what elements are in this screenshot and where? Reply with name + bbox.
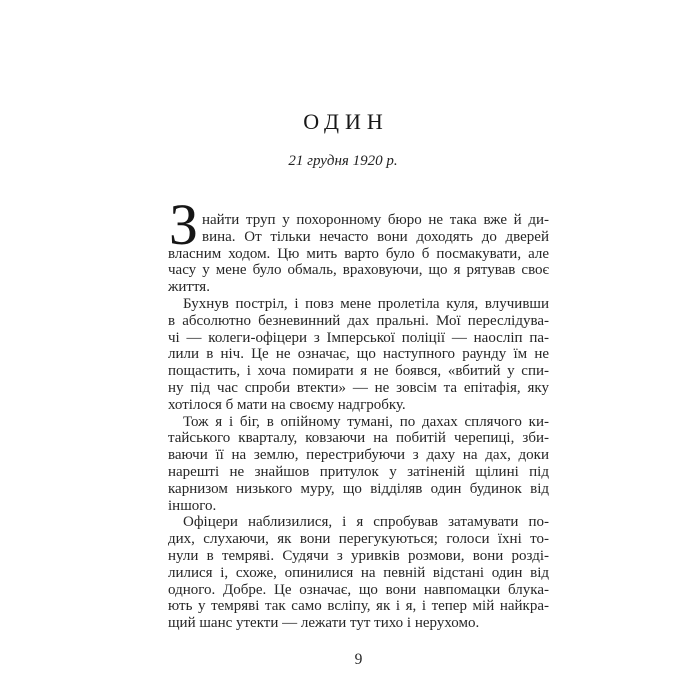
text-line: лилися і, схоже, опинилися на певній відстані один від: [168, 564, 549, 581]
text-line: лили в ніч. Це не означає, що наступного раунду їм не: [168, 346, 549, 363]
text-line: одного. Добре. Це означає, що вони навпомацки блука-: [168, 581, 549, 598]
text-line: ну під час спроби втекти» — не зовсім та епітафія, яку: [168, 379, 549, 396]
text-line: в абсолютно безневинний дах пральні. Мої переслідува-: [168, 312, 549, 329]
text-line: ють у темряві так само всліпу, як і я, і тепер мій найкра-: [168, 598, 549, 615]
drop-cap: З: [169, 192, 199, 257]
body-text: [168, 192, 549, 632]
chapter-heading: [137, 110, 549, 170]
text-line: пощастить, і хоча помирати я не боявся, «вбитий у спи-: [168, 363, 549, 380]
text-line: нули в темряві. Судячи з уривків розмови, вони розді-: [168, 547, 549, 564]
text-line: чі — колеги-офіцери з Імперської поліції — наосліп па-: [168, 329, 549, 346]
text-line: нарешті не знайшов притулок у затіненій щілині під: [168, 463, 549, 480]
text-line: найти труп у похоронному бюро не така вже й ди-: [202, 212, 549, 228]
chapter-title: ОДИН: [303, 109, 389, 134]
text-line: дих, слухаючи, як вони перегукуються; голоси їхні то-: [168, 531, 549, 548]
text-line: іншого.: [168, 497, 217, 514]
paragraph: [168, 192, 549, 296]
text-line: Бухнув постріл, і повз мене пролетіла куля, влучивши: [183, 295, 549, 312]
text-line: Офіцери наблизилися, і я спробував затамувати по-: [183, 514, 549, 531]
text-line: часу у мене було обмаль, враховуючи, що я рятував своє: [168, 262, 549, 279]
text-line: власним ходом. Цю мить варто було б посмакувати, але: [168, 245, 549, 262]
text-line: карнизом низького муру, що відділяв один будинок від: [168, 480, 549, 497]
text-line: ваючи її на землю, перестрибуючи з даху на дах, доки: [168, 447, 549, 464]
text-line: життя.: [168, 279, 210, 296]
text-line: хотілося б мати на своєму надгробку.: [168, 396, 406, 413]
paragraph: [168, 514, 549, 632]
paragraph: [168, 296, 549, 414]
text-line: щий шанс утекти — лежати тут тихо і нерухомо.: [168, 615, 480, 632]
text-line: вина. От тільки нечасто вони доходять до дверей: [202, 228, 549, 245]
chapter-date: 21 грудня 1920 р.: [288, 153, 398, 169]
page-number: 9: [354, 651, 363, 668]
text-line: тайського кварталу, ковзаючи на побитій черепиці, зби-: [168, 430, 549, 447]
text-line: Тож я і біг, в опійному тумані, по дахах сплячого ки-: [183, 413, 549, 430]
paragraph: [168, 414, 549, 515]
